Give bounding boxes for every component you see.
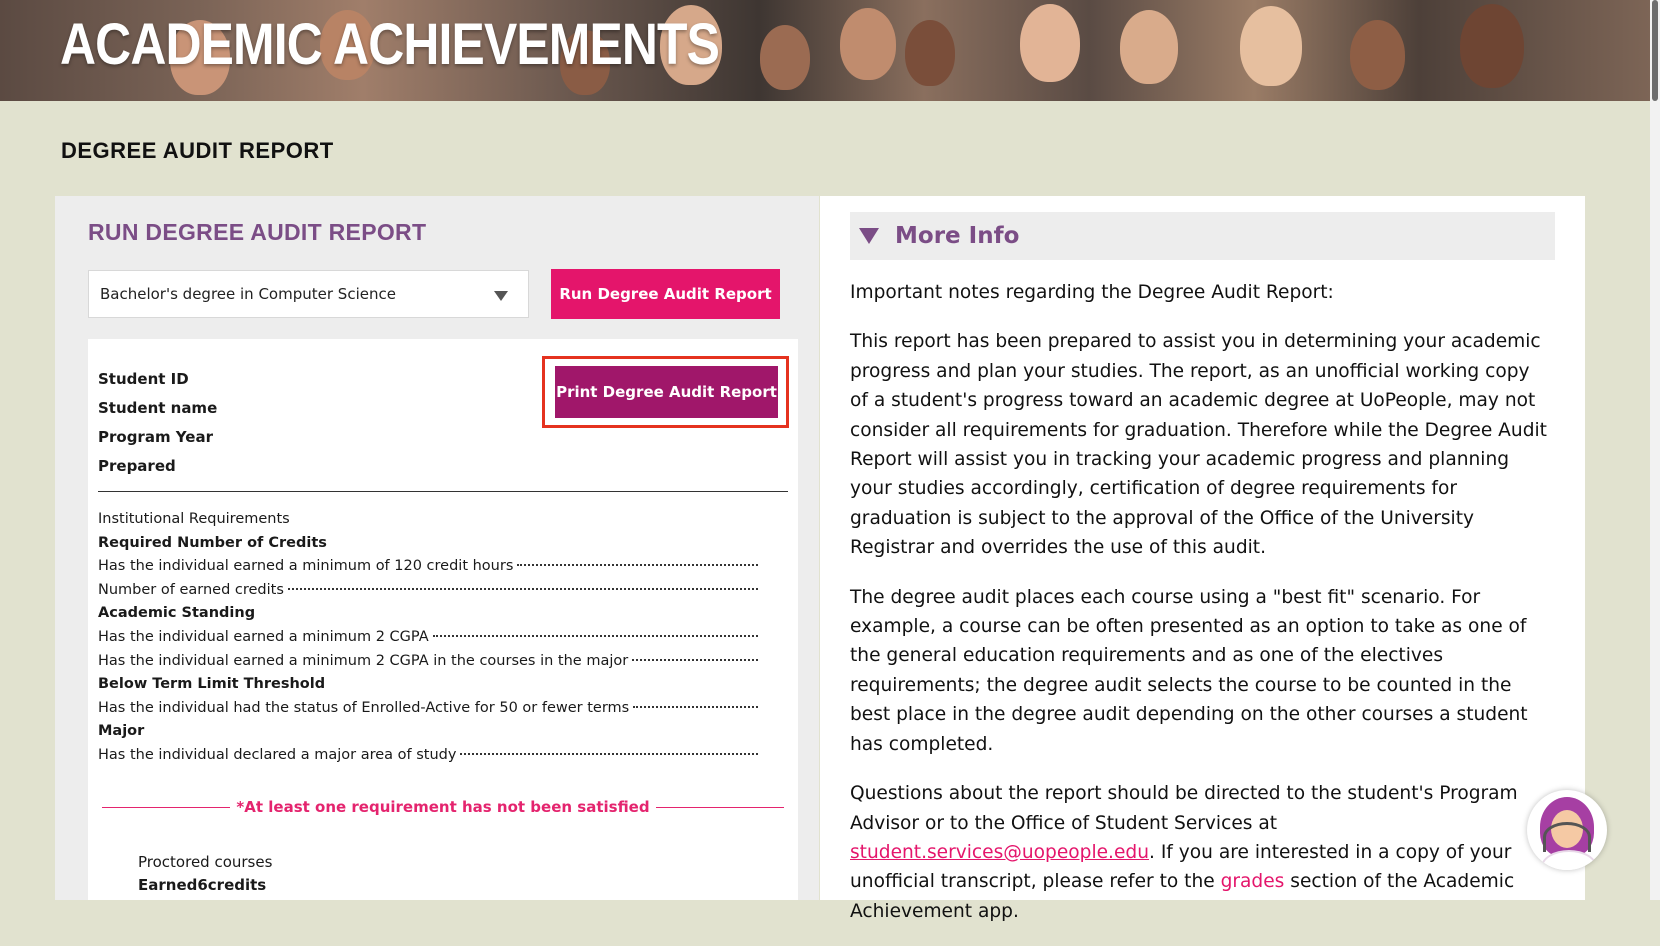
proctored-label: Proctored courses [138,853,273,871]
requirement-item: Has the individual had the status of Enrolled-Active for 50 or fewer terms [98,697,758,721]
requirement-group-heading: Below Term Limit Threshold [98,676,326,693]
dot-leader [632,659,758,661]
page-scrollbar[interactable] [1650,0,1660,900]
dot-leader [433,635,758,637]
audit-report-card [88,339,798,900]
degree-select[interactable] [88,270,529,318]
triangle-down-icon [859,228,879,244]
requirement-group-heading: Major [98,723,145,740]
run-audit-heading: RUN DEGREE AUDIT REPORT [88,219,427,245]
headset-icon [1543,822,1591,852]
program-year-label: Program Year [98,428,213,446]
chevron-down-icon [494,291,508,301]
header-banner [0,0,1650,101]
warning-text: *At least one requirement has not been satisfied [236,798,650,816]
requirement-item: Has the individual earned a minimum 2 CGPA [98,626,758,650]
dot-leader [633,706,758,708]
requirements-list [98,508,758,768]
run-audit-panel [55,196,819,900]
requirement-item: Has the individual earned a minimum 2 CGPA in the courses in the major [98,650,758,674]
dot-leader [460,753,758,755]
dot-leader [517,564,758,566]
requirement-group-heading: Required Number of Credits [98,534,327,551]
more-info-title: More Info [895,223,1020,249]
more-info-notes [850,278,1550,946]
page-title: DEGREE AUDIT REPORT [61,138,334,163]
requirement-group-heading: Academic Standing [98,605,256,622]
notes-paragraph: The degree audit places each course using a "best fit" scenario. For example, a course can be often presented as an option to take as one of the general education requirements and as one of the electives requirements; the degree audit selects the course to be counted in the best place in the degree audit depending on the other courses a student has completed. [850,586,1528,755]
more-info-toggle[interactable] [850,212,1555,260]
app-title: ACADEMIC ACHIEVEMENTS [60,12,720,77]
prepared-label: Prepared [98,457,176,475]
notes-paragraph: This report has been prepared to assist you in determining your academic progress and plan your studies. The report, as an unofficial working copy of a student's progress toward an academic degree at UoPeople, may not consider all requirements for graduation. Therefore while the Degree Audit Report will assist you in tracking your academic progress and planning your studies accordingly, certification of degree requirements for graduation is subject to the approval of the Office of the University Registrar and overrides the use of this audit. [850,331,1547,559]
student-info [98,365,217,481]
scrollbar-thumb[interactable] [1652,0,1658,101]
notes-contact-paragraph: Questions about the report should be directed to the student's Program Advisor or to the Office of Student Services at student.services@uopeople.edu. If you are interested in a copy of your unofficial transcript, please refer to the grades section of the Academic Achievement app. [850,783,1518,922]
run-audit-button[interactable]: Run Degree Audit Report [551,269,780,319]
warning-rule-left [102,807,230,808]
dot-leader [288,588,758,590]
student-services-email-link[interactable]: student.services@uopeople.edu [850,841,1149,863]
more-info-panel [820,196,1585,922]
requirement-item: Number of earned credits [98,579,758,603]
print-audit-button[interactable]: Print Degree Audit Report [555,366,778,418]
grades-link[interactable]: grades [1220,871,1285,893]
notes-intro: Important notes regarding the Degree Audit Report: [850,282,1334,303]
earned-credits: Earned6credits [138,876,267,894]
warning-rule-right [656,807,784,808]
requirements-section-label: Institutional Requirements [98,511,290,527]
student-id-label: Student ID [98,370,189,388]
divider [98,491,788,492]
degree-select-value: Bachelor's degree in Computer Science [100,285,396,303]
proctored-courses [138,851,272,897]
requirement-warning [102,796,784,818]
student-name-label: Student name [98,399,218,417]
chat-assistant-avatar[interactable] [1527,790,1607,870]
requirement-item: Has the individual earned a minimum of 120 credit hours [98,555,758,579]
requirement-item: Has the individual declared a major area of study [98,744,758,768]
